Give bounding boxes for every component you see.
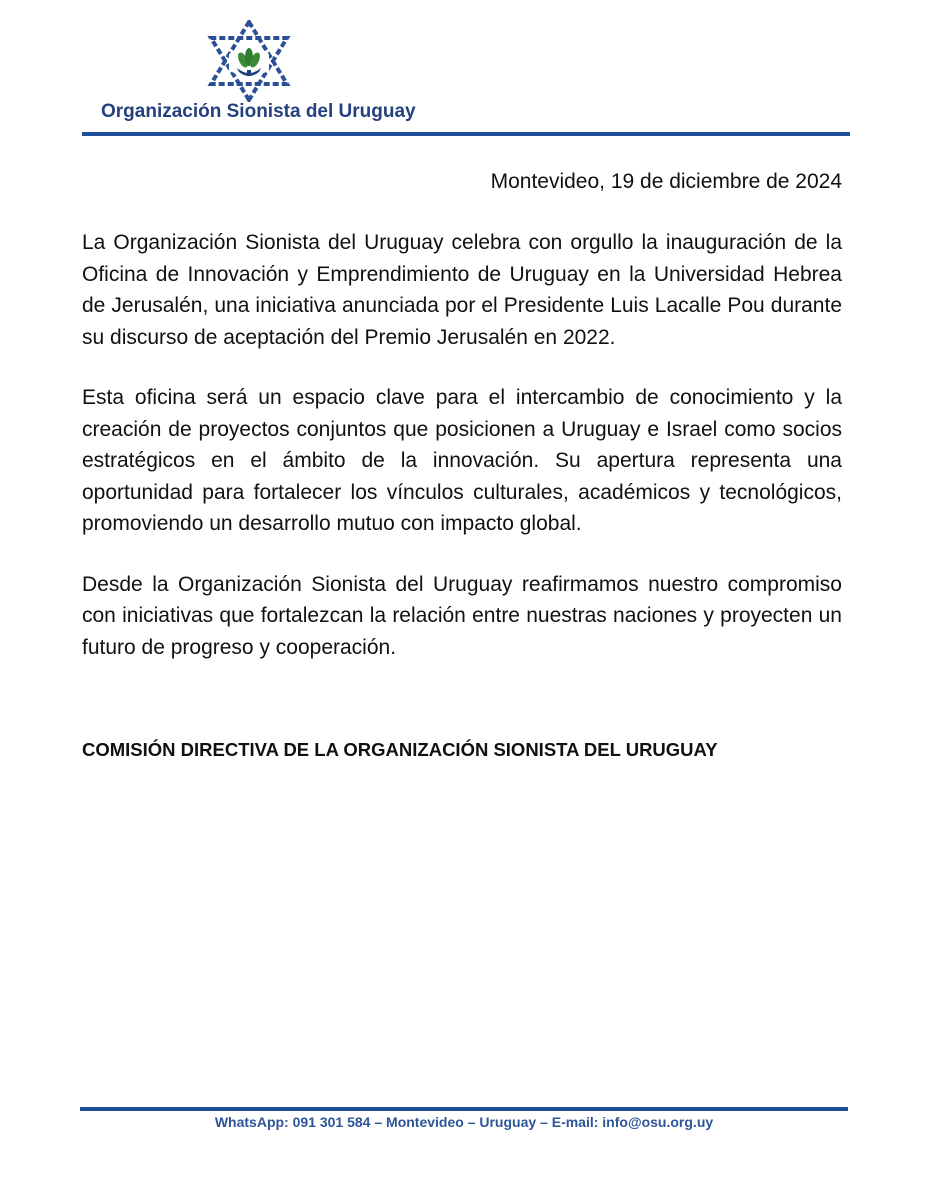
signature-line: COMISIÓN DIRECTIVA DE LA ORGANIZACIÓN SIONISTA DEL URUGUAY [82, 739, 718, 760]
header-divider [82, 132, 850, 136]
paragraph-2: Esta oficina será un espacio clave para el intercambio de conocimiento y la creación de proyectos conjuntos que posicionen a Uruguay e Israel como socios estratégicos en el ámbito de la innovación. Su apertura representa una oportunidad para fortalecer los vínculos culturales, académicos y tecnológicos, promoviendo un desarrollo mutuo con impacto global. [82, 386, 842, 535]
paragraph-3: Desde la Organización Sionista del Uruguay reafirmamos nuestro compromiso con iniciativas que fortalezcan la relación entre nuestras naciones y proyecten un futuro de progreso y cooperación. [82, 572, 842, 659]
letter-body [82, 165, 842, 765]
organization-name: Organización Sionista del Uruguay [101, 101, 416, 122]
footer-contact: WhatsApp: 091 301 584 – Montevideo – Uruguay – E-mail: info@osu.org.uy [214, 1114, 714, 1130]
paragraph-1: La Organización Sionista del Uruguay celebra con orgullo la inauguración de la Oficina de Innovación y Emprendimiento de Uruguay en la Universidad Hebrea de Jerusalén, una iniciativa anunciada por el Presidente Luis Lacalle Pou durante su discurso de aceptación del Premio Jerusalén en 2022. [82, 231, 842, 349]
footer-divider [80, 1107, 848, 1111]
letter-date: Montevideo, 19 de diciembre de 2024 [490, 170, 842, 193]
letterhead [0, 0, 927, 140]
star-of-david-logo-icon [207, 20, 291, 102]
